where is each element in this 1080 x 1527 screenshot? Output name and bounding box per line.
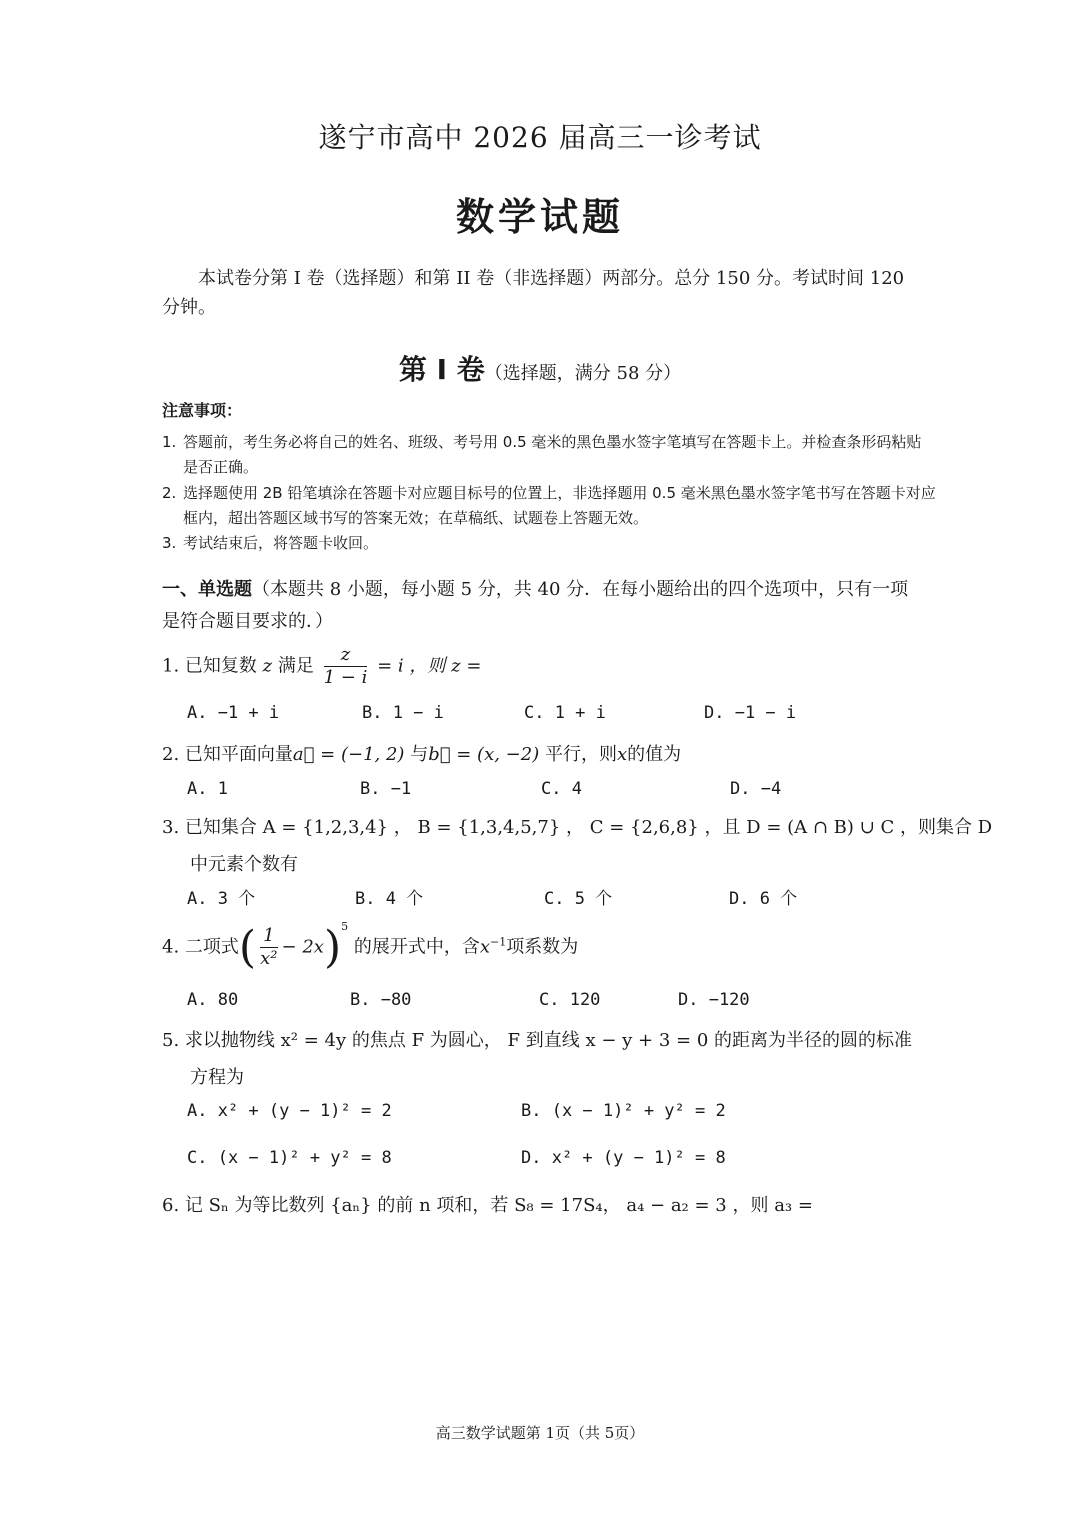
fraction-numerator: 1 — [260, 925, 277, 948]
question-text: 记 Sₙ 为等比数列 {aₙ} 的前 n 项和，若 S₈ = 17S₄， a₄ − a₂ = 3 ，则 a₃ = — [184, 1195, 813, 1216]
note-text-cont: 是否正确。 — [183, 458, 259, 476]
math-var: x — [479, 936, 491, 958]
section-desc: （本题共 8 小题，每小题 5 分，共 40 分．在每小题给出的四个选项中，只有一项是符合题目要求的．） — [162, 579, 909, 632]
question-text: 二项式 — [184, 936, 239, 958]
fraction-denominator: x² — [260, 948, 278, 969]
note-item — [162, 531, 378, 556]
fraction-denominator: 1 − i — [323, 667, 368, 688]
option-c: C. (x − 1)² + y² = 8 — [187, 1148, 392, 1168]
option-a: A. −1 + i — [187, 703, 280, 723]
section-header — [162, 574, 918, 638]
question-number: 2. — [162, 744, 180, 765]
notes-heading: 注意事项： — [162, 401, 243, 420]
question-6 — [162, 1191, 813, 1217]
math-expr: z = — [451, 655, 482, 677]
option-d: D. −4 — [730, 779, 782, 799]
fraction-numerator: z — [324, 644, 368, 667]
note-text-cont: 框内，超出答题区域书写的答案无效；在草稿纸、试题卷上答题无效。 — [183, 509, 649, 527]
exponent: 5 — [341, 919, 349, 933]
option-c: C. 4 — [541, 779, 582, 799]
option-b: B. 1 − i — [362, 703, 444, 723]
fraction — [260, 925, 277, 970]
option-c: C. 1 + i — [524, 703, 606, 723]
paren-right: ) — [323, 922, 342, 973]
question-5 — [162, 1026, 912, 1052]
option-b: B. 4 个 — [355, 889, 424, 909]
math-expr: − 2x — [281, 936, 324, 958]
option-a: A. x² + (y − 1)² = 2 — [187, 1101, 392, 1121]
intro-paragraph: 本试卷分第 I 卷（选择题）和第 II 卷（非选择题）两部分。总分 150 分。考试时间 120 分钟。 — [162, 268, 905, 318]
question-text: 已知复数 — [184, 655, 257, 677]
note-number: 3. — [162, 534, 177, 552]
math-expr: b⃗ = (x, −2) — [428, 744, 540, 765]
question-number: 1. — [162, 655, 180, 677]
note-item — [162, 481, 936, 531]
option-b: B. (x − 1)² + y² = 2 — [521, 1101, 726, 1121]
option-a: A. 80 — [187, 990, 239, 1010]
question-text: 平行，则 — [544, 744, 617, 765]
question-text: 的展开式中，含 — [353, 936, 480, 958]
math-expr: = i ，则 — [377, 655, 446, 677]
note-text: 考试结束后，将答题卡收回。 — [183, 534, 379, 552]
question-text: 的值为 — [627, 744, 682, 765]
question-2 — [162, 740, 681, 766]
option-b: B. −1 — [360, 779, 412, 799]
question-3 — [162, 813, 992, 839]
math-var: z — [262, 655, 273, 677]
question-text: 与 — [410, 744, 429, 765]
question-1 — [162, 644, 481, 689]
exam-title: 遂宁市高中 2026 届高三一诊考试 — [318, 121, 762, 154]
question-number: 5. — [162, 1030, 180, 1051]
volume-subtitle: （选择题，满分 58 分） — [484, 363, 682, 384]
question-number: 6. — [162, 1195, 180, 1216]
math-expr: a⃗ = (−1, 2) — [292, 744, 405, 765]
option-d: D. −1 − i — [704, 703, 797, 723]
math-var: x — [616, 744, 628, 765]
note-text: 答题前，考生务必将自己的姓名、班级、考号用 0.5 毫米的黑色墨水签字笔填写在答题卡上。并检查条形码粘贴 — [183, 433, 922, 451]
question-text: 满足 — [277, 655, 314, 677]
question-text: 已知平面向量 — [184, 744, 293, 765]
subject-title: 数学试题 — [455, 195, 624, 239]
question-text: 已知集合 A = {1,2,3,4} ， B = {1,3,4,5,7} ， C = {2,6,8} ，且 D = (A ∩ B) ∪ C ，则集合 D — [184, 817, 993, 838]
volume-heading — [0, 348, 1080, 388]
volume-title: 第 Ⅰ 卷 — [398, 353, 485, 386]
option-d: D. 6 个 — [729, 889, 798, 909]
exponent: −1 — [490, 935, 507, 949]
paren-left: ( — [238, 922, 257, 973]
question-text: 求以抛物线 x² = 4y 的焦点 F 为圆心， F 到直线 x − y + 3 = 0 的距离为半径的圆的标准 — [184, 1030, 912, 1051]
question-5-cont: 方程为 — [190, 1067, 244, 1088]
question-number: 4. — [162, 936, 180, 958]
note-number: 2. — [162, 484, 177, 502]
page-footer: 高三数学试题第 1页（共 5页） — [435, 1424, 645, 1442]
question-3-cont: 中元素个数有 — [190, 854, 298, 875]
note-number: 1. — [162, 433, 177, 451]
section-label: 一、单选题 — [162, 579, 252, 600]
question-4 — [162, 919, 579, 973]
option-d: D. x² + (y − 1)² = 8 — [521, 1148, 726, 1168]
option-a: A. 1 — [187, 779, 228, 799]
fraction — [324, 644, 368, 689]
option-a: A. 3 个 — [187, 889, 256, 909]
note-item — [162, 430, 921, 480]
question-text: 项系数为 — [506, 936, 579, 958]
note-text: 选择题使用 2B 铅笔填涂在答题卡对应题目标号的位置上，非选择题用 0.5 毫米黑色墨水签字笔书写在答题卡对应 — [183, 484, 936, 502]
option-c: C. 5 个 — [544, 889, 613, 909]
option-b: B. −80 — [350, 990, 412, 1010]
option-c: C. 120 — [539, 990, 601, 1010]
question-number: 3. — [162, 817, 180, 838]
option-d: D. −120 — [678, 990, 750, 1010]
